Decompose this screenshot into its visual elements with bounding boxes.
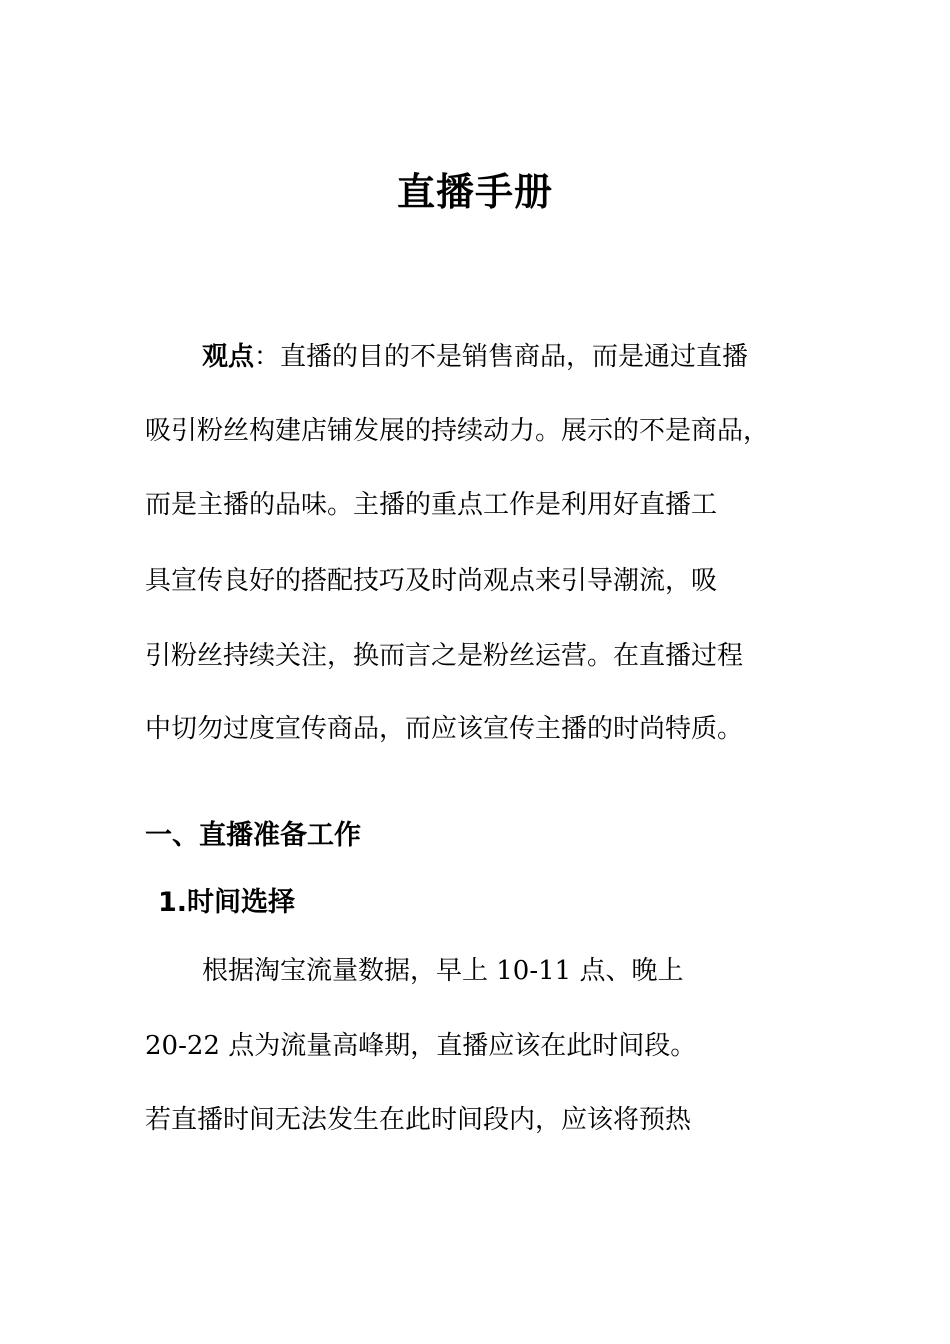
viewpoint-paragraph-line-4: 具宣传良好的搭配技巧及时尚观点来引导潮流，吸 [145,566,718,596]
viewpoint-colon: ： [254,342,281,372]
document-title: 直播手册 [396,170,553,214]
time-paragraph-line-3: 若直播时间无法发生在此时间段内，应该将预热 [145,1105,692,1135]
time-paragraph-line-2: 20-22 点为流量高峰期，直播应该在此时间段。 [145,1031,697,1061]
viewpoint-paragraph-line-3: 而是主播的品味。主播的重点工作是利用好直播工 [145,490,718,520]
viewpoint-label: 观点 [202,342,255,372]
subsection-heading: 1.时间选择 [158,887,296,918]
viewpoint-paragraph-line-5: 引粉丝持续关注，换而言之是粉丝运营。在直播过程 [145,641,744,671]
viewpoint-paragraph-line-1 [202,339,902,375]
time-paragraph-line-1: 根据淘宝流量数据，早上 10-11 点、晚上 [202,956,684,986]
viewpoint-paragraph-line-6: 中切勿过度宣传商品，而应该宣传主播的时尚特质。 [145,714,744,744]
viewpoint-paragraph-line-2: 吸引粉丝构建店铺发展的持续动力。展示的不是商品， [145,416,770,446]
section-heading: 一、直播准备工作 [145,820,361,851]
viewpoint-text-line: 直播的目的不是销售商品，而是通过直播 [280,342,749,372]
